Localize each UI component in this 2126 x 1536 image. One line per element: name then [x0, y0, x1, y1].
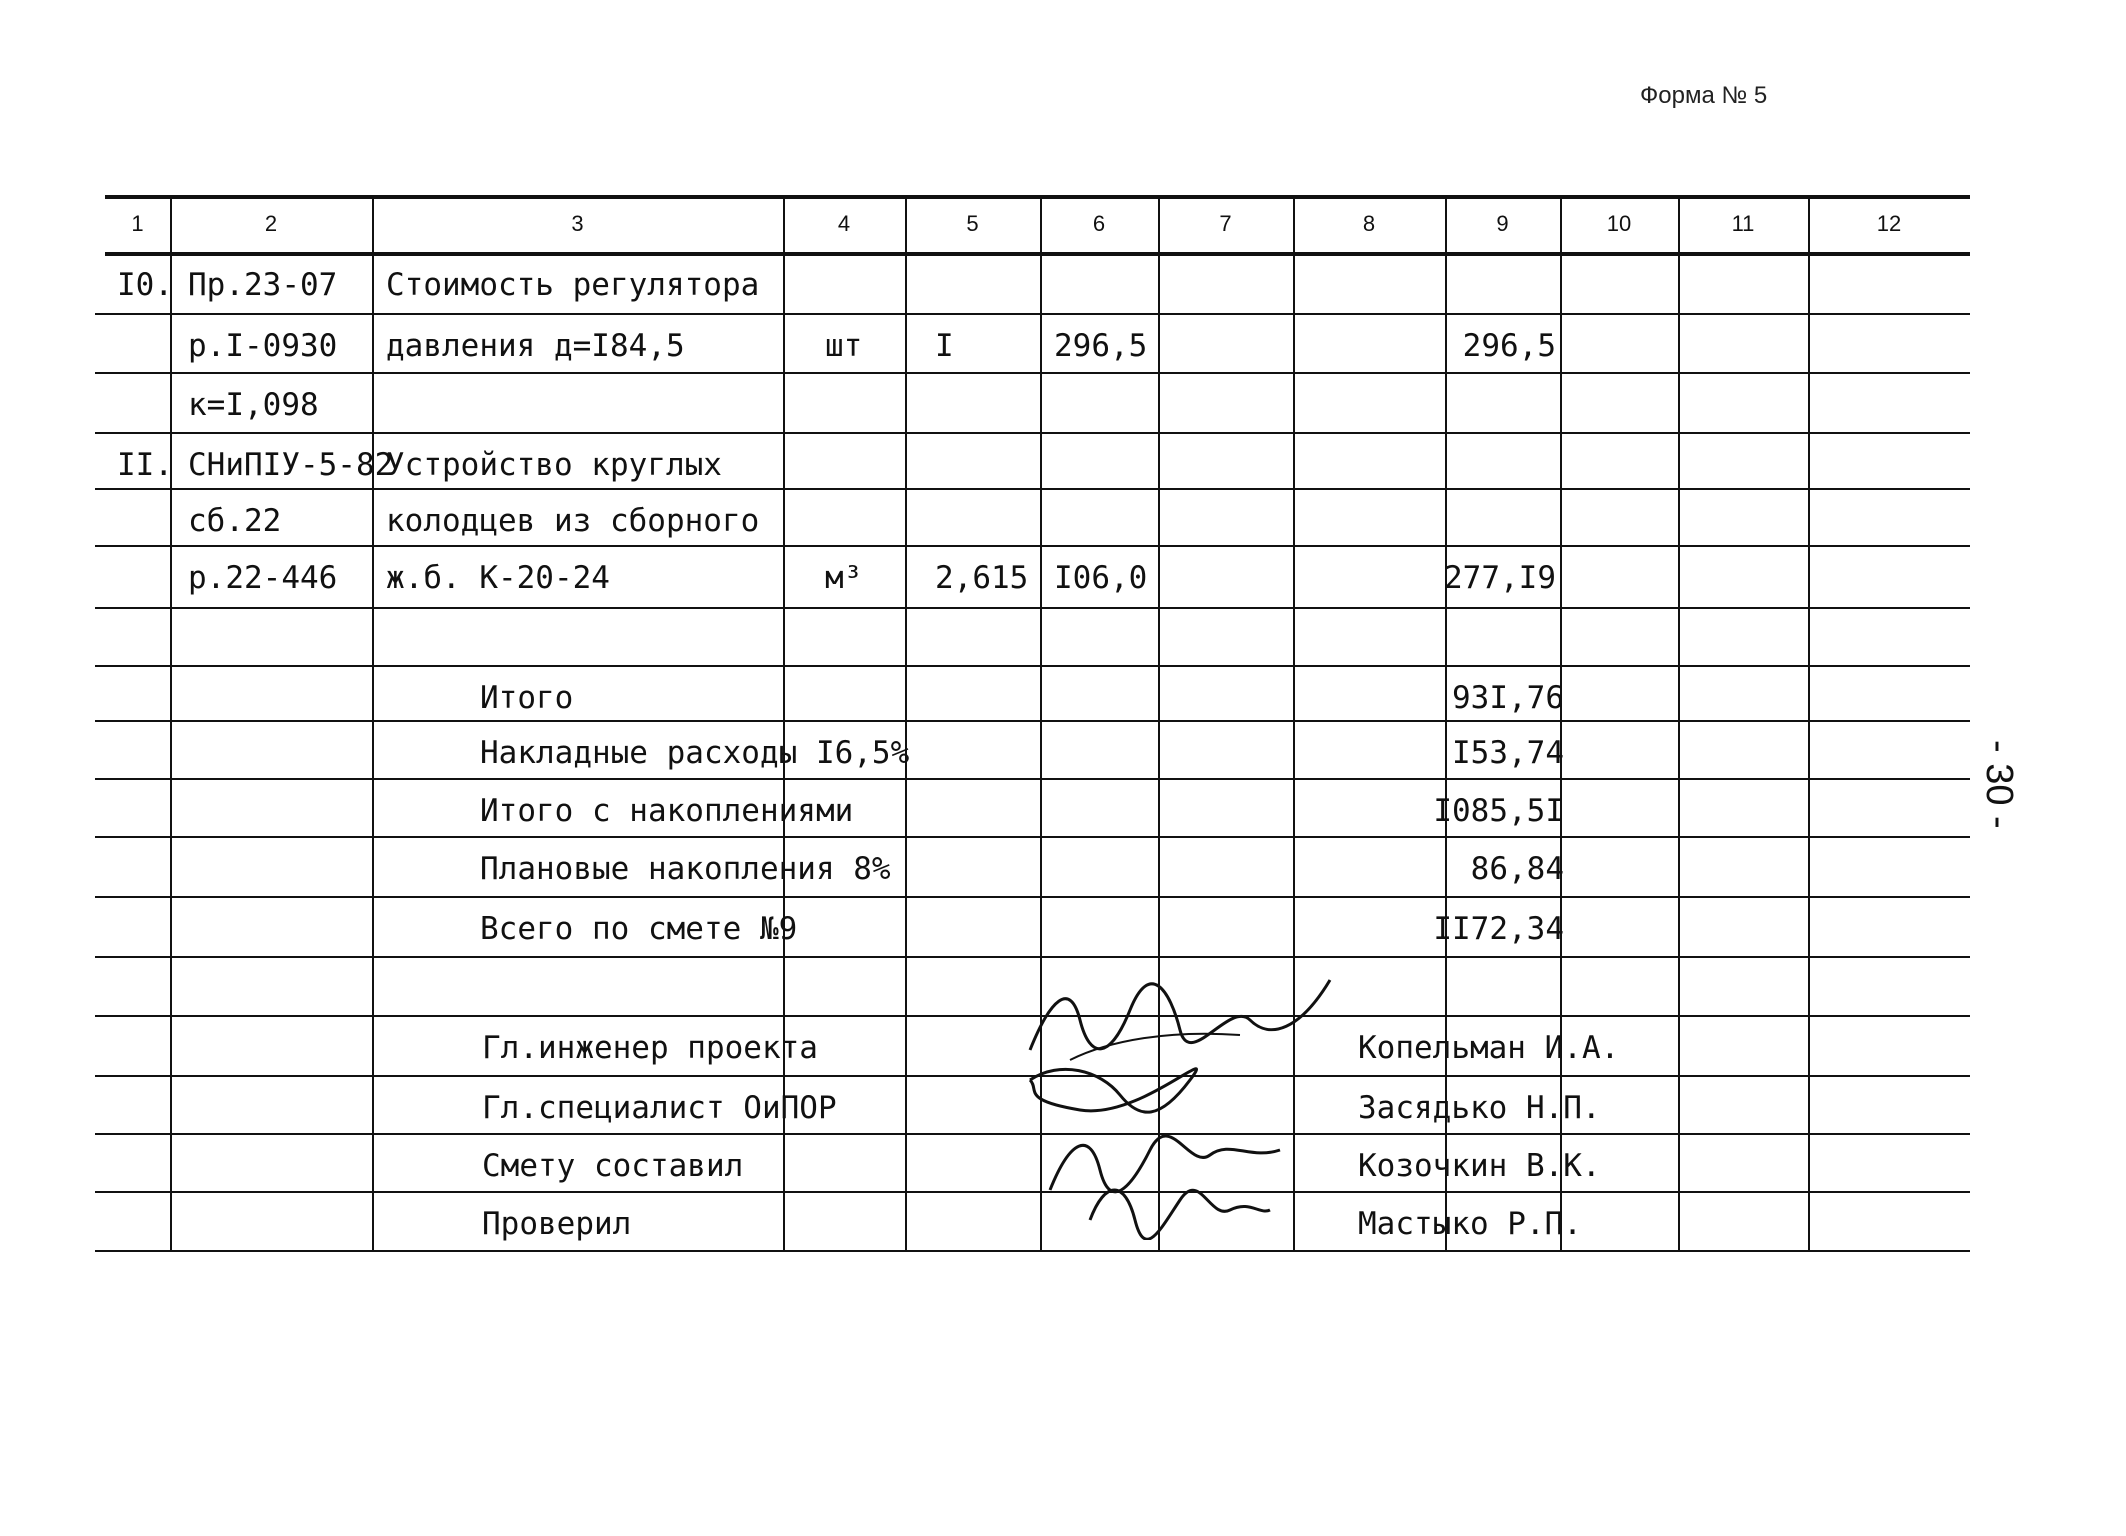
signature-chief-specialist	[1020, 1050, 1220, 1130]
row-rule	[95, 836, 1970, 838]
row-reference: сб.22	[188, 503, 282, 539]
signature-name: Мастыко Р.П.	[1358, 1206, 1582, 1242]
column-header: 9	[1496, 211, 1509, 236]
column-header: 1	[131, 211, 144, 236]
signature-role: Проверил	[482, 1206, 632, 1242]
row-reference: СНиПIУ-5-82	[188, 447, 394, 483]
row-rule	[95, 720, 1970, 722]
row-rule	[95, 1133, 1970, 1135]
row-rule	[95, 545, 1970, 547]
table-top-rule	[105, 195, 1970, 199]
column-header: 3	[571, 211, 584, 236]
column-rule	[372, 195, 374, 1250]
table-header-rule	[105, 252, 1970, 256]
signature-name: Козочкин В.К.	[1358, 1148, 1601, 1184]
summary-value: 93I,76	[1452, 680, 1564, 716]
form-label: Форма № 5	[1640, 82, 1768, 109]
page-number: - 30 -	[1978, 740, 2020, 829]
row-price: 296,5	[1054, 328, 1148, 364]
column-header: 10	[1606, 211, 1632, 236]
row-rule	[95, 778, 1970, 780]
signature-role: Гл.специалист ОиПОР	[482, 1090, 837, 1126]
row-rule	[95, 896, 1970, 898]
summary-label: Итого с накоплениями	[480, 793, 854, 829]
row-description: Стоимость регулятора	[386, 267, 760, 303]
row-rule	[95, 313, 1970, 315]
row-total: 277,I9	[1444, 560, 1556, 596]
row-description: давления д=I84,5	[386, 328, 685, 364]
row-rule	[95, 665, 1970, 667]
column-rule	[905, 195, 907, 1250]
summary-label: Накладные расходы I6,5%	[480, 735, 910, 771]
summary-value: 86,84	[1470, 851, 1564, 887]
signature-name: Копельман И.А.	[1358, 1030, 1620, 1066]
column-header: 8	[1362, 211, 1376, 236]
row-description: колодцев из сборного	[386, 503, 760, 539]
row-number: II.	[117, 447, 173, 483]
column-header: 2	[264, 211, 278, 236]
row-description: Устройство круглых	[386, 447, 722, 483]
column-header: 11	[1731, 211, 1755, 236]
summary-value: I53,74	[1452, 735, 1564, 771]
column-header: 4	[837, 211, 851, 236]
row-rule	[95, 488, 1970, 490]
summary-value: II72,34	[1433, 911, 1564, 947]
column-rule	[1808, 195, 1810, 1250]
column-rule	[1678, 195, 1680, 1250]
row-unit: шт	[825, 328, 863, 364]
row-reference: Пр.23-07	[188, 267, 338, 303]
row-number: I0.	[117, 267, 173, 303]
summary-label: Всего по смете №9	[480, 911, 798, 947]
row-rule	[95, 956, 1970, 958]
summary-value: I085,5I	[1433, 793, 1564, 829]
column-rule	[1293, 195, 1295, 1250]
row-reference: р.I-0930	[188, 328, 338, 364]
row-rule	[95, 372, 1970, 374]
column-header: 12	[1876, 211, 1902, 236]
column-header: 7	[1219, 211, 1232, 236]
row-rule	[95, 432, 1970, 434]
row-quantity: I	[935, 328, 954, 364]
column-header: 5	[966, 211, 979, 236]
row-unit: м³	[825, 560, 863, 596]
row-price: I06,0	[1054, 560, 1148, 596]
summary-label: Итого	[480, 680, 574, 716]
column-rule	[170, 195, 172, 1250]
row-rule	[95, 1250, 1970, 1252]
column-header: 6	[1092, 211, 1106, 236]
row-rule	[95, 1191, 1970, 1193]
row-description: ж.б. К-20-24	[386, 560, 610, 596]
signature-checker	[1080, 1170, 1280, 1240]
summary-label: Плановые накопления 8%	[480, 851, 891, 887]
row-reference: к=I,098	[188, 387, 319, 423]
signature-role: Смету составил	[482, 1148, 744, 1184]
signature-role: Гл.инженер проекта	[482, 1030, 818, 1066]
row-reference: р.22-446	[188, 560, 338, 596]
signature-name: Засядько Н.П.	[1358, 1090, 1601, 1126]
row-rule	[95, 607, 1970, 609]
row-total: 296,5	[1462, 328, 1556, 364]
row-quantity: 2,615	[935, 560, 1029, 596]
